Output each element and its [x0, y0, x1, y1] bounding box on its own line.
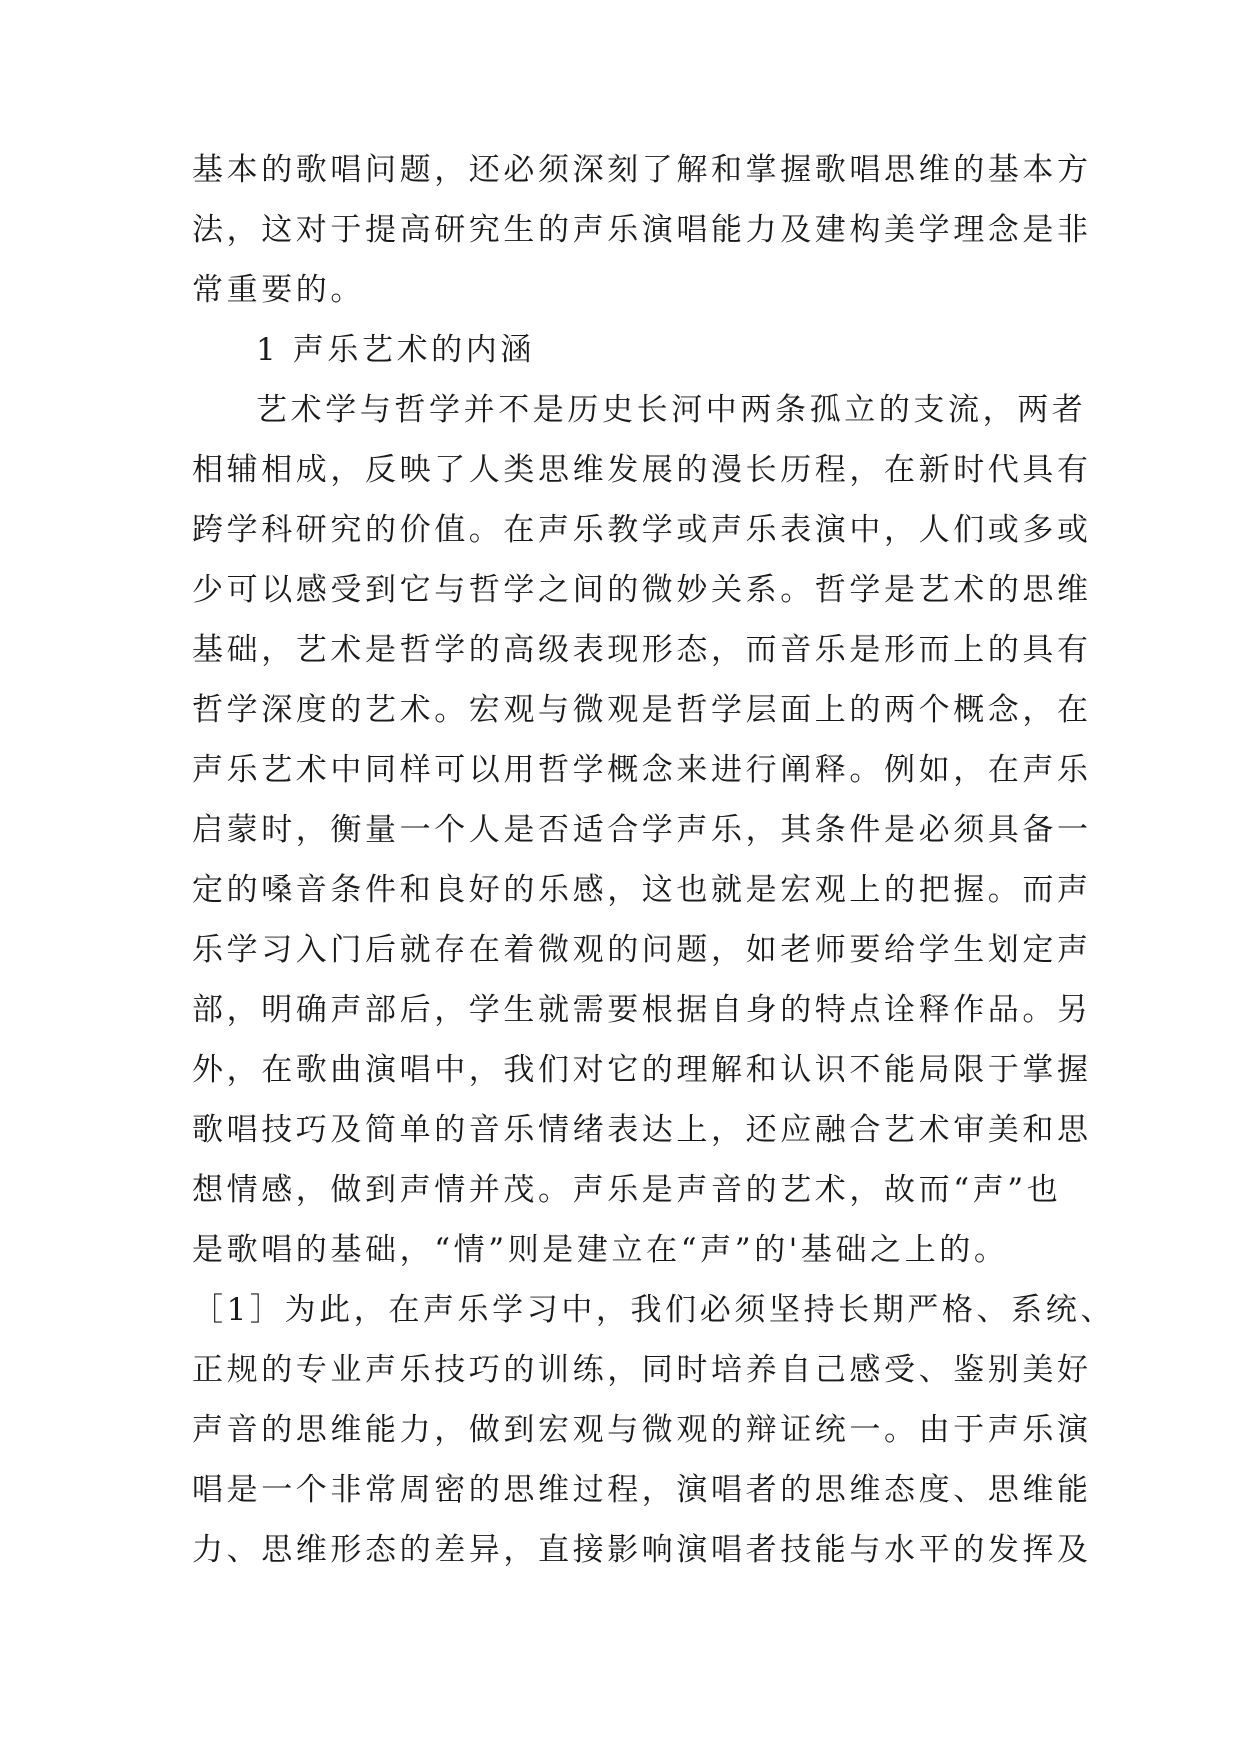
text-line: 乐学习入门后就存在着微观的问题，如老师要给学生划定声 [192, 932, 1092, 968]
text-line: 正规的专业声乐技巧的训练，同时培养自己感受、鉴别美好 [192, 1352, 1092, 1388]
text-line: 声音的思维能力，做到宏观与微观的辩证统一。由于声乐演 [192, 1412, 1092, 1448]
text-line: 启蒙时，衡量一个人是否适合学声乐，其条件是必须具备一 [192, 812, 1092, 848]
text-line: 力、思维形态的差异，直接影响演唱者技能与水平的发挥及 [192, 1532, 1092, 1568]
text-line: 定的嗓音条件和良好的乐感，这也就是宏观上的把握。而声 [192, 872, 1092, 908]
text-line: 声乐艺术中同样可以用哲学概念来进行阐释。例如，在声乐 [192, 752, 1092, 788]
text-line: 跨学科研究的价值。在声乐教学或声乐表演中，人们或多或 [192, 512, 1092, 548]
document-body [192, 140, 1115, 1580]
text-line: 部，明确声部后，学生就需要根据自身的特点诠释作品。另 [192, 992, 1092, 1028]
text-line: 少可以感受到它与哲学之间的微妙关系。哲学是艺术的思维 [192, 572, 1092, 608]
text-line: 想情感，做到声情并茂。声乐是声音的艺术，故而“声”也 [192, 1172, 1062, 1208]
paragraph-first-line: 艺术学与哲学并不是历史长河中两条孤立的支流，两者 [256, 392, 1087, 428]
text-line: 常重要的。 [192, 272, 365, 308]
text-line: ［1］为此，在声乐学习中，我们必须坚持长期严格、系统、 [192, 1292, 1115, 1328]
text-line: 歌唱技巧及简单的音乐情绪表达上，还应融合艺术审美和思 [192, 1112, 1092, 1148]
text-line: 是歌唱的基础，“情”则是建立在“声”的'基础之上的。 [192, 1232, 1009, 1268]
text-line: 外，在歌曲演唱中，我们对它的理解和认识不能局限于掌握 [192, 1052, 1092, 1088]
text-line: 基本的歌唱问题，还必须深刻了解和掌握歌唱思维的基本方 [192, 152, 1092, 188]
text-line: 法，这对于提高研究生的声乐演唱能力及建构美学理念是非 [192, 212, 1092, 248]
text-line: 相辅相成，反映了人类思维发展的漫长历程，在新时代具有 [192, 452, 1092, 488]
text-line: 基础，艺术是哲学的高级表现形态，而音乐是形而上的具有 [192, 632, 1092, 668]
text-line: 哲学深度的艺术。宏观与微观是哲学层面上的两个概念，在 [192, 692, 1092, 728]
section-heading: 1 声乐艺术的内涵 [256, 332, 535, 368]
text-line: 唱是一个非常周密的思维过程，演唱者的思维态度、思维能 [192, 1472, 1092, 1508]
